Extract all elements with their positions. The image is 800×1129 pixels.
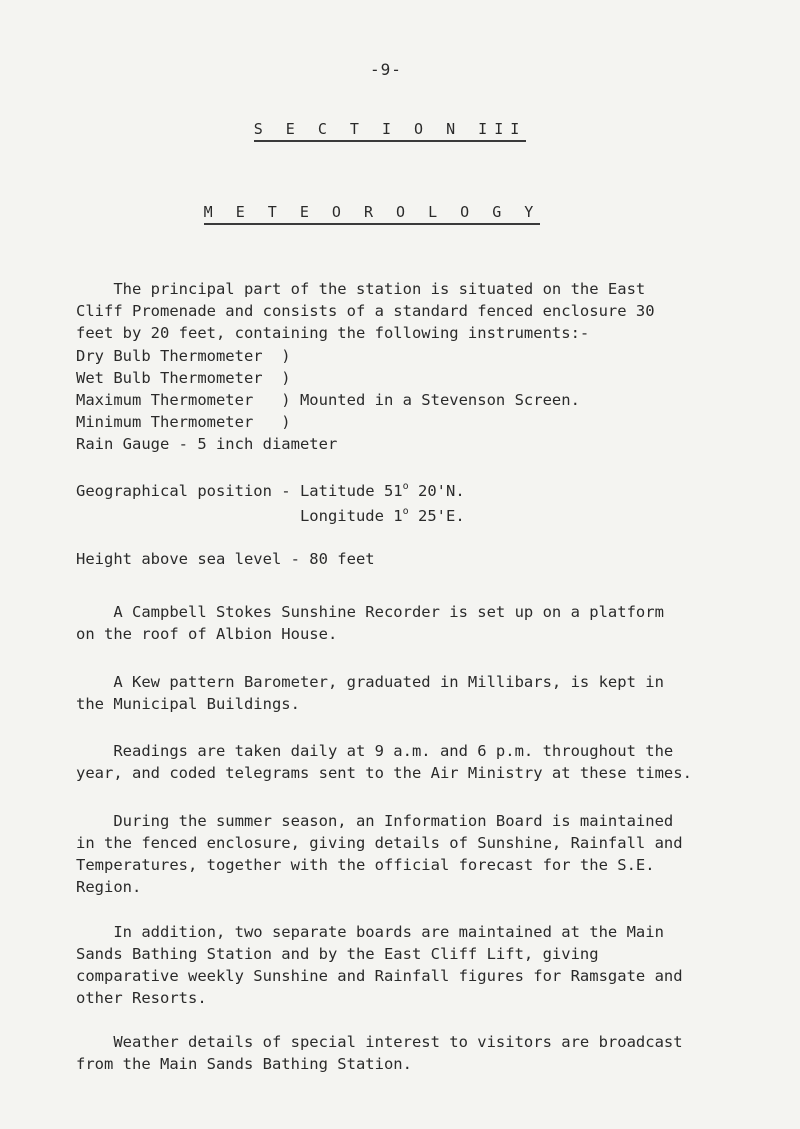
text-line: Weather details of special interest to visitors are broadcast (76, 1033, 683, 1051)
campbell-paragraph (76, 601, 756, 645)
latitude-line: Geographical position - Latitude 51$^o$ 20'N. (76, 481, 465, 500)
text-line: feet by 20 feet, containing the following instruments:- (76, 324, 590, 342)
instrument-item: Maximum Thermometer ) Mounted in a Stevenson Screen. (76, 391, 580, 409)
page-number: -9- (370, 60, 402, 79)
text-line: A Campbell Stokes Sunshine Recorder is set up on a platform (76, 603, 664, 621)
barometer-paragraph (76, 671, 756, 715)
text-line: in the fenced enclosure, giving details of Sunshine, Rainfall and (76, 834, 683, 852)
text-line: During the summer season, an Information Board is maintained (76, 812, 674, 830)
text-line: year, and coded telegrams sent to the Air Ministry at these times. (76, 764, 692, 782)
longitude-line: Longitude 1$^o$ 25'E. (76, 506, 465, 525)
text-line: on the roof of Albion House. (76, 625, 338, 643)
geographical-position (76, 480, 756, 530)
text-line: other Resorts. (76, 989, 207, 1007)
text-line: from the Main Sands Bathing Station. (76, 1055, 412, 1073)
instrument-item: Wet Bulb Thermometer ) (76, 369, 291, 387)
text-line: In addition, two separate boards are maintained at the Main (76, 923, 664, 941)
summer-paragraph (76, 810, 756, 898)
instrument-list (76, 345, 756, 455)
height-line: Height above sea level - 80 feet (76, 550, 375, 568)
text-line: Region. (76, 878, 142, 896)
text-line: the Municipal Buildings. (76, 695, 300, 713)
weather-paragraph (76, 1031, 756, 1075)
subject-title: M E T E O R O L O G Y (204, 203, 541, 225)
section-heading (0, 120, 790, 138)
instrument-item: Rain Gauge - 5 inch diameter (76, 435, 338, 453)
intro-paragraph (76, 278, 756, 344)
text-line: A Kew pattern Barometer, graduated in Millibars, is kept in (76, 673, 664, 691)
addition-paragraph (76, 921, 756, 1009)
text-line: comparative weekly Sunshine and Rainfall figures for Ramsgate and (76, 967, 683, 985)
subject-heading (0, 203, 772, 221)
instrument-item: Minimum Thermometer ) (76, 413, 291, 431)
text-line: Readings are taken daily at 9 a.m. and 6 p.m. throughout the (76, 742, 674, 760)
text-line: Temperatures, together with the official forecast for the S.E. (76, 856, 655, 874)
text-line: Cliff Promenade and consists of a standard fenced enclosure 30 (76, 302, 655, 320)
readings-paragraph (76, 740, 756, 784)
text-line: The principal part of the station is situated on the East (76, 280, 646, 298)
section-title: S E C T I O N III (254, 120, 527, 142)
instrument-item: Dry Bulb Thermometer ) (76, 347, 291, 365)
text-line: Sands Bathing Station and by the East Cliff Lift, giving (76, 945, 599, 963)
